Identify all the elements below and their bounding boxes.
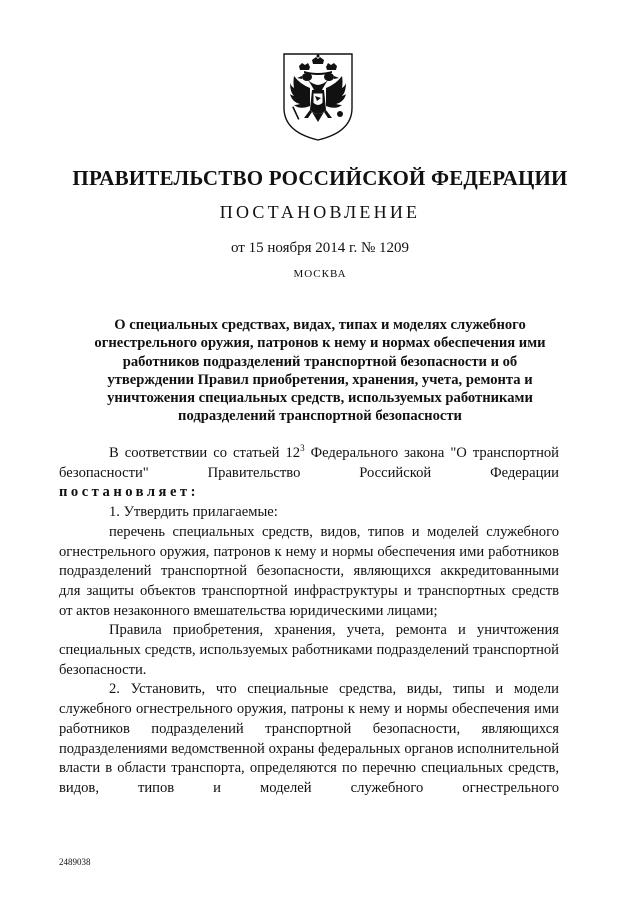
item-2-paragraph: 2. Установить, что специальные средства, виды, типы и модели служебного огнестрельного оружия, патроны к нему и нормы обеспечения ими работников подразделений транспортной безопасности, являющихся подразделениями ведомственной охраны федеральных органов исполнительной власти в области транспорта, определяются по перечню специальных средств, видов, типов и моделей служебного огнестрельного bbox=[59, 681, 559, 796]
preamble-text: В соответствии со статьей 12 bbox=[109, 445, 301, 461]
preamble-paragraph bbox=[59, 444, 559, 483]
subject-line: О специальных средствах, видах, типах и моделях служебного bbox=[114, 317, 526, 333]
document-type: ПОСТАНОВЛЕНИЕ bbox=[219, 202, 421, 222]
document-code: 2489038 bbox=[59, 857, 91, 867]
decides-word: постановляет: bbox=[59, 484, 199, 501]
article-superscript: 3 bbox=[300, 443, 305, 453]
subject-line: работников подразделений транспортной безопасности и об bbox=[122, 353, 518, 370]
document-body bbox=[59, 444, 559, 799]
document-city: МОСКВА bbox=[293, 268, 347, 280]
item-1-list-entry: перечень специальных средств, видов, типов и моделей служебного огнестрельного оружия, патронов к нему и нормы обеспечения ими работников подразделений транспортной безопасности, являющихся аккредитованными для защиты объектов транспортной инфраструктуры и транспортных средств от актов незаконного вмешательства юридическими лицами; bbox=[59, 523, 559, 619]
item-1-paragraph: 1. Утвердить прилагаемые: bbox=[109, 504, 278, 521]
decides-paragraph bbox=[59, 483, 559, 503]
subject-line: подразделений транспортной безопасности bbox=[178, 408, 462, 425]
russian-coat-of-arms-icon bbox=[270, 48, 366, 144]
document-subject bbox=[60, 316, 580, 426]
subject-line: уничтожения специальных средств, используемых работниками bbox=[107, 390, 533, 407]
subject-line: утверждении Правил приобретения, хранения, учета, ремонта и bbox=[107, 371, 533, 388]
document-date-number: от 15 ноября 2014 г. № 1209 bbox=[230, 240, 410, 256]
preamble-text-continued: Федерального закона "О транспортной безопасности" Правительство Российской Федерации bbox=[59, 445, 559, 481]
government-title: ПРАВИТЕЛЬСТВО РОССИЙСКОЙ ФЕДЕРАЦИИ bbox=[72, 166, 568, 190]
item-1-list-entry: Правила приобретения, хранения, учета, ремонта и уничтожения специальных средств, используемых работниками подразделений транспортной безопасности. bbox=[59, 622, 559, 678]
subject-line: огнестрельного оружия, патронов к нему и нормах обеспечения ими bbox=[94, 335, 546, 352]
